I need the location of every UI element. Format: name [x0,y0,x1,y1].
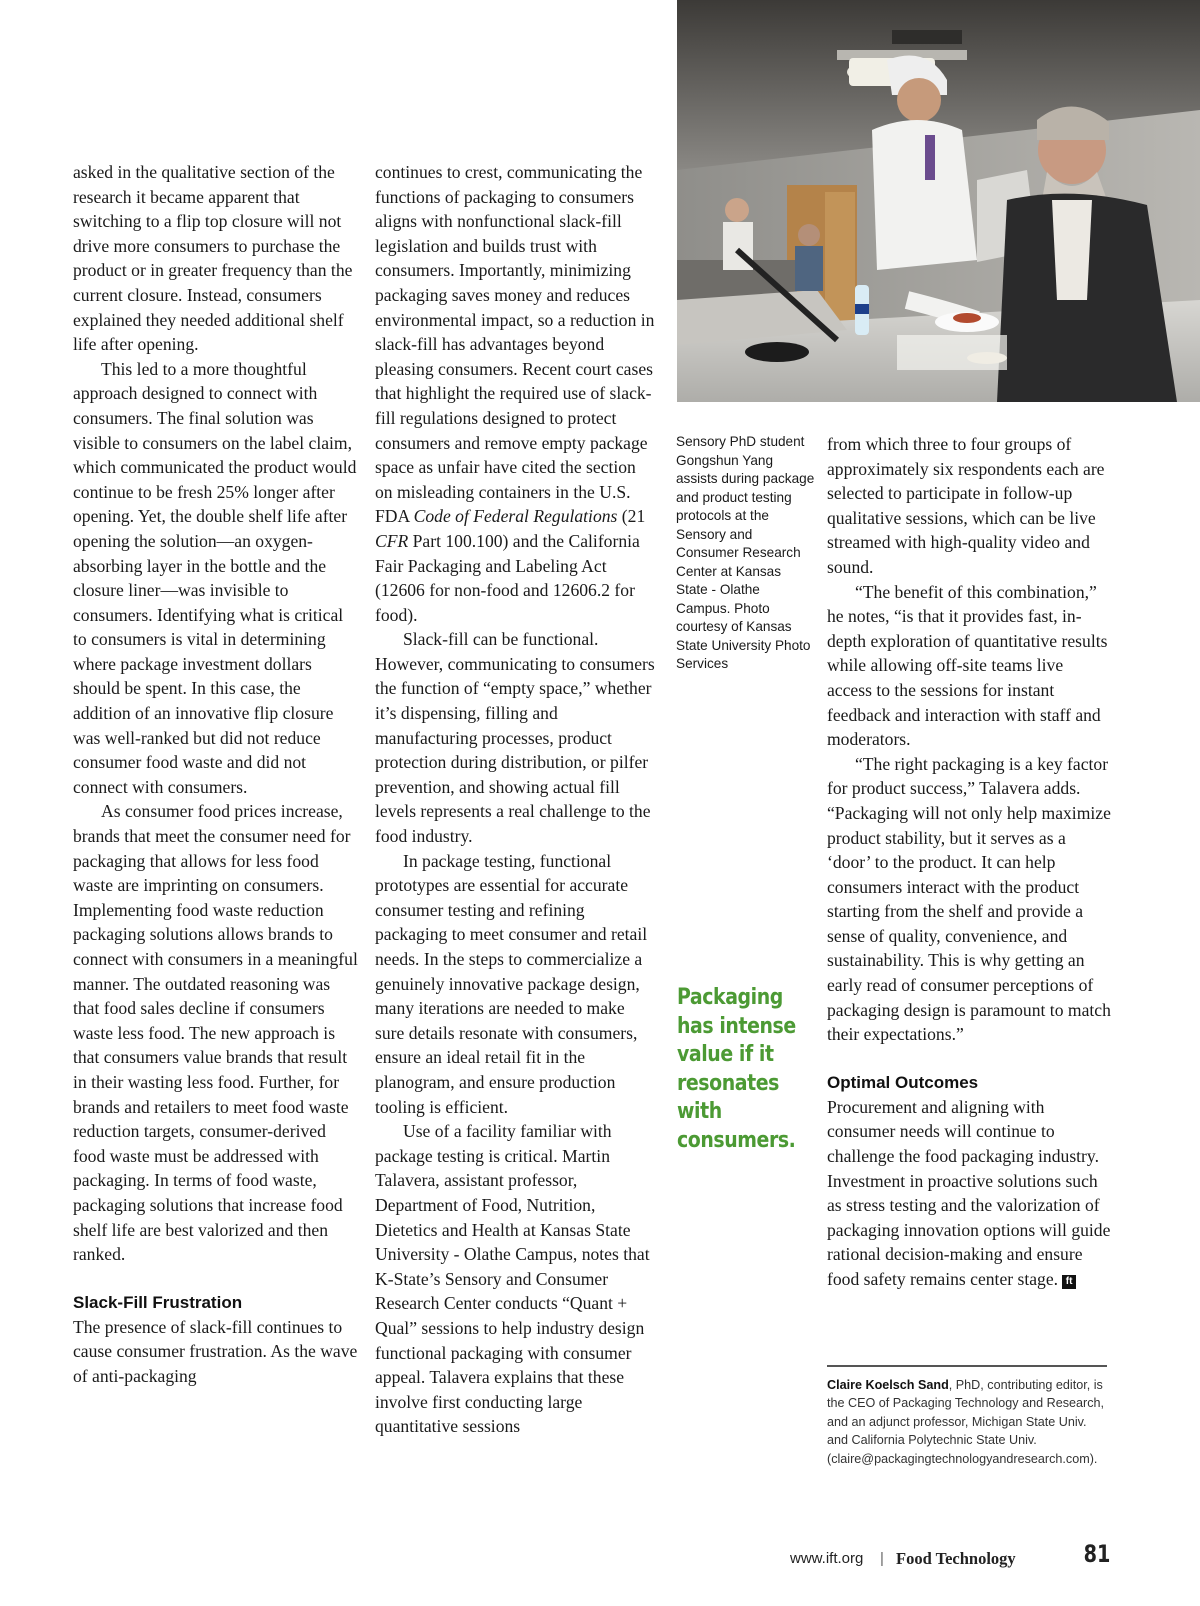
regulation-abbr: CFR [375,530,409,551]
paragraph: In package testing, functional prototypes are essential for accurate consumer testing and refining packaging to meet consumer and retail needs. In the steps to commercialize a genuinely innovative package design, many iterations are needed to make sure details resonate with consumers, ensure an ideal retail fit in the planogram, and ensure production tooling is efficient. [375,850,648,1117]
page-number: 81 [1083,1540,1110,1568]
pull-quote: Packaging has intense value if it resonates with consumers. [677,985,796,1153]
photo-caption: Sensory PhD student Gongshun Yang assists during package and product testing protocols at the Sensory and Consumer Research Center at Kansas State - Olathe Campus. Photo courtesy of Kansas State University Photo Services [676,434,815,671]
paragraph: The presence of slack-fill continues to cause consumer frustration. As the wave of anti-packaging [73,1316,358,1386]
text-run: (21 [617,506,646,527]
article-column-1 [73,160,358,1389]
bio-divider [827,1365,1107,1367]
paragraph: Slack-fill can be functional. However, communicating to consumers the function of “empty space,” whether it’s dispensing, filling and manufacturing processes, product protection during distribution, or pilfer prevention, and showing actual fill levels represents a real challenge to the food industry. [375,629,655,847]
paragraph: Use of a facility familiar with package testing is critical. Martin Talavera, assistant professor, Department of Food, Nutrition, Dietetics and Health at Kansas State University - Olathe Campus, notes that K-State’s Sensory and Consumer Research Center conducts “Quant + Qual” sessions to help industry design functional packaging with consumer appeal. Talavera explains that these involve first conducting large quantitative sessions [375,1121,650,1437]
text-run: Procurement and aligning with consumer needs will continue to challenge the food packaging industry. Investment in proactive solutions such as stress testing and the valorization of packaging innovation options will guide rational decision-making and ensure food safety remains center stage. [827,1096,1111,1289]
article-column-2 [375,160,657,1439]
end-mark-icon: ft [1062,1275,1076,1289]
author-bio-text: , PhD, contributing editor, is the CEO of Packaging Technology and Research, and an adjunct professor, Michigan State Univ. and California Polytechnic State Univ. (claire@packagingtechnologyandresearch.com). [827,1378,1105,1466]
author-bio [827,1376,1109,1468]
article-photo [677,0,1200,402]
footer-url: www.ift.org [790,1550,864,1567]
paragraph: “The benefit of this combination,” he notes, “is that it provides fast, in-depth exploration of quantitative results while allowing off-site teams live access to the sessions for instant feedback and interaction with staff and moderators. [827,581,1108,750]
photo-illustration [677,0,1200,402]
section-heading-optimal-outcomes: Optimal Outcomes [827,1072,979,1092]
paragraph [827,1095,1112,1292]
footer-magazine-name: Food Technology [896,1549,1016,1568]
paragraph: This led to a more thoughtful approach designed to connect with consumers. The final solution was visible to consumers on the label claim, which communicated the product would continue to be fresh 25% longer after opening. Yet, the double shelf life after opening the solution—an oxygen-absorbing layer in the bottle and the closure liner—was invisible to consumers. Identifying what is critical to consumers is vital in determining where package investment dollars should be spent. In this case, the addition of an innovative flip closure was well-ranked but did not reduce consumer food waste and did not connect with consumers. [73,358,357,797]
paragraph: As consumer food prices increase, brands that meet the consumer need for packaging that allows for less food waste are imprinting on consumers. Implementing food waste reduction packaging solutions allows brands to connect with consumers in a meaningful manner. The outdated reasoning was that food sales decline if consumers waste less food. The new approach is that consumers value brands that result in their wasting less food. Further, for brands and retailers to meet food waste reduction targets, consumer-derived food waste must be addressed with packaging. In terms of food waste, packaging solutions that increase food shelf life are best valorized and then ranked. [73,801,358,1265]
article-column-4 [827,432,1112,1292]
page-footer [780,1540,1110,1574]
text-run: continues to crest, communicating the functions of packaging to consumers aligns with nonfunctional slack-fill legislation and builds trust with consumers. Importantly, minimizing packaging saves money and reduces environmental impact, so a reduction in slack-fill has advantages beyond pleasing consumers. Recent court cases that highlight the required use of slack-fill regulations designed to protect consumers and remove empty package space as unfair have cited the section on misleading containers in the U.S. FDA [375,162,655,527]
author-name: Claire Koelsch Sand [827,1378,949,1392]
regulation-title: Code of Federal Regulations [413,506,618,527]
paragraph: asked in the qualitative section of the research it became apparent that switching to a flip top closure will not drive more consumers to purchase the product or in greater frequency than the current closure. Instead, consumers explained they needed additional shelf life after opening. [73,162,353,355]
text-run: Part 100.100) and the California Fair Packaging and Labeling Act (12606 for non-food and 12606.2 for food). [375,530,640,625]
paragraph: from which three to four groups of approximately six respondents each are selected to participate in follow-up qualitative sessions, which can be live streamed with high-quality video and sound. [827,434,1105,577]
footer-separator: | [880,1550,884,1567]
section-heading-slack-fill: Slack-Fill Frustration [73,1292,243,1312]
paragraph: “The right packaging is a key factor for product success,” Talavera adds. “Packaging will not only help maximize product stability, but it serves as a ‘door’ to the product. It can help consumers interact with the product starting from the shelf and provide a sense of quality, convenience, and sustainability. This is why getting an early read of consumer perceptions of packaging design is paramount to match their expectations.” [827,753,1111,1045]
paragraph [375,160,657,627]
